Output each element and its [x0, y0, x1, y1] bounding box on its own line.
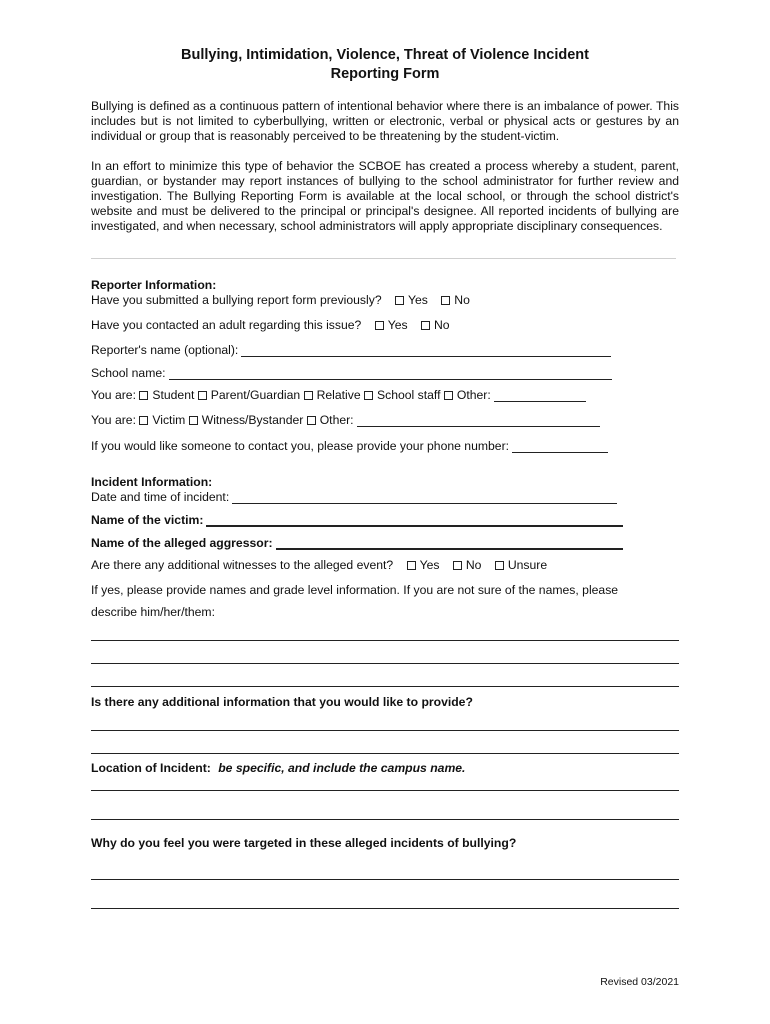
checkbox-icon[interactable]: [407, 561, 416, 570]
checkbox-icon[interactable]: [375, 321, 384, 330]
witness-names-line[interactable]: [91, 686, 679, 687]
location-label: Location of Incident:: [91, 761, 211, 775]
reporter-name-field[interactable]: [241, 344, 611, 357]
form-title-line1: Bullying, Intimidation, Violence, Threat of Violence Incident: [181, 47, 589, 63]
checkbox-icon[interactable]: [139, 391, 148, 400]
checkbox-icon[interactable]: [441, 296, 450, 305]
checkbox-icon[interactable]: [198, 391, 207, 400]
checkbox-icon[interactable]: [139, 416, 148, 425]
q-contacted-yes-option[interactable]: Yes: [375, 318, 408, 332]
q-submitted-label: Have you submitted a bullying report form previously?: [91, 293, 382, 307]
q-submitted-no-option[interactable]: No: [441, 293, 470, 307]
location-hint: be specific, and include the campus name.: [218, 761, 466, 775]
checkbox-icon[interactable]: [307, 416, 316, 425]
intro-paragraph-process: In an effort to minimize this type of behavior the SCBOE has created a process whereby a student, parent, guardian, or bystander may report instances of bullying to the school administrator for further review and investigation. The Bullying Reporting Form is available at the local school, or through the school district's website and must be delivered to the principal or principal's designee. All reported incidents of bullying are investigated, and when necessary, school administrators will apply appropriate disciplinary consequences.: [91, 159, 679, 233]
phone-field[interactable]: [512, 440, 608, 453]
checkbox-icon[interactable]: [421, 321, 430, 330]
q-contacted-row: [91, 318, 450, 332]
witness-unsure-option[interactable]: Unsure: [495, 558, 547, 572]
targeted-line[interactable]: [91, 908, 679, 909]
checkbox-icon[interactable]: [304, 391, 313, 400]
involvement-other-option[interactable]: Other:: [307, 413, 354, 427]
reporter-name-label: Reporter's name (optional):: [91, 343, 239, 357]
victim-name-label: Name of the victim:: [91, 513, 204, 527]
location-line[interactable]: [91, 790, 679, 791]
school-name-row: [91, 366, 612, 380]
involvement-row: [91, 413, 600, 427]
revision-date: Revised 03/2021: [600, 976, 679, 988]
q-contacted-no-option[interactable]: No: [421, 318, 450, 332]
q-contacted-label: Have you contacted an adult regarding this issue?: [91, 318, 362, 332]
checkbox-icon[interactable]: [395, 296, 404, 305]
witness-names-line[interactable]: [91, 640, 679, 641]
victim-name-field[interactable]: [206, 513, 623, 527]
role-staff-option[interactable]: School staff: [364, 388, 440, 402]
witness-question-row: [91, 558, 547, 572]
checkbox-icon[interactable]: [364, 391, 373, 400]
phone-label: If you would like someone to contact you, please provide your phone number:: [91, 439, 510, 453]
location-row: [91, 761, 465, 775]
involvement-other-field[interactable]: [357, 414, 600, 427]
intro-paragraph-definition: Bullying is defined as a continuous pattern of intentional behavior where there is an imbalance of power. This includes but is not limited to cyberbullying, written or electronic, verbal or physical acts or gestures by an individual or group that is reasonably perceived to be threatening by the student-victim.: [91, 99, 679, 143]
q-submitted-yes-option[interactable]: Yes: [395, 293, 428, 307]
role-label: You are:: [91, 388, 136, 402]
school-name-field[interactable]: [169, 367, 612, 380]
role-row: [91, 388, 586, 402]
school-name-label: School name:: [91, 366, 166, 380]
role-parent-option[interactable]: Parent/Guardian: [198, 388, 300, 402]
role-student-option[interactable]: Student: [139, 388, 194, 402]
additional-info-line[interactable]: [91, 730, 679, 731]
role-victim-option[interactable]: Victim: [139, 413, 185, 427]
witness-names-line[interactable]: [91, 663, 679, 664]
additional-info-question: Is there any additional information that you would like to provide?: [91, 695, 473, 709]
incident-date-row: [91, 490, 617, 504]
incident-heading: Incident Information:: [91, 475, 213, 489]
role-relative-option[interactable]: Relative: [304, 388, 361, 402]
targeted-line[interactable]: [91, 879, 679, 880]
witness-question-label: Are there any additional witnesses to the alleged event?: [91, 558, 394, 572]
witness-yes-option[interactable]: Yes: [407, 558, 440, 572]
incident-date-field[interactable]: [232, 491, 617, 504]
reporter-name-row: [91, 343, 611, 357]
reporter-heading: Reporter Information:: [91, 278, 217, 292]
victim-name-row: [91, 513, 623, 527]
checkbox-icon[interactable]: [453, 561, 462, 570]
role-other-field[interactable]: [494, 389, 586, 402]
additional-info-line[interactable]: [91, 753, 679, 754]
witness-no-option[interactable]: No: [453, 558, 482, 572]
checkbox-icon[interactable]: [189, 416, 198, 425]
checkbox-icon[interactable]: [444, 391, 453, 400]
role-witness-option[interactable]: Witness/Bystander: [189, 413, 304, 427]
witness-names-prompt-line2: describe him/her/them:: [91, 605, 215, 619]
checkbox-icon[interactable]: [495, 561, 504, 570]
section-divider: [91, 258, 676, 259]
aggressor-name-label: Name of the alleged aggressor:: [91, 536, 273, 550]
incident-date-label: Date and time of incident:: [91, 490, 230, 504]
witness-names-prompt-line1: If yes, please provide names and grade level information. If you are not sure of the names, please: [91, 583, 619, 597]
form-title-line2: Reporting Form: [330, 66, 440, 82]
aggressor-name-row: [91, 536, 623, 550]
location-line[interactable]: [91, 819, 679, 820]
q-submitted-row: [91, 293, 470, 307]
phone-row: [91, 439, 608, 453]
aggressor-name-field[interactable]: [276, 536, 623, 550]
involvement-label: You are:: [91, 413, 136, 427]
role-other-option[interactable]: Other:: [444, 388, 491, 402]
targeted-question: Why do you feel you were targeted in these alleged incidents of bullying?: [91, 836, 517, 850]
